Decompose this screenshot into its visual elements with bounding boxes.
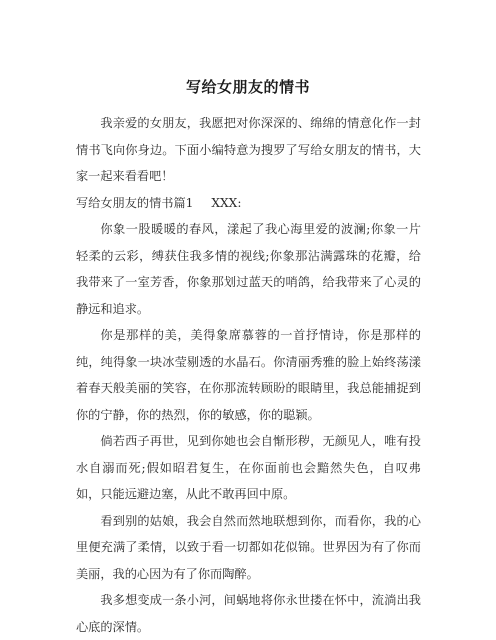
document-body: [76, 110, 421, 640]
body-paragraph: 我多想变成一条小河，间蜗地将你永世搂在怀中，流淌出我心底的深情。: [76, 593, 421, 634]
body-paragraph: 你是那样的美，美得象席慕蓉的一首抒情诗，你是那样的纯，纯得象一块冰莹剔透的水晶石。你清丽秀雅的脸上始终荡漾着春天般美丽的笑容，在你那流转顾盼的眼睛里，我总能捕捉到你的宁静，你的热烈，你的敏感，你的聪颖。: [76, 328, 421, 422]
section-heading: 写给女朋友的情书篇1 XXX:: [76, 195, 242, 210]
document-title: 写给女朋友的情书: [185, 78, 310, 96]
body-paragraph: 倘若西子再世，见到你她也会自惭形秽，无颜见人，唯有投水自溺而死;假如昭君复生，在你面前也会黯然失色，自叹弗如，只能远避边塞，从此不敢再回中原。: [76, 434, 421, 501]
body-paragraph: 你象一股暖暖的春风，漾起了我心海里爱的波澜;你象一片轻柔的云彩，缚获住我多情的视线;你象那沾满露珠的花瓣，给我带来了一室芳香，你象那划过蓝天的哨鸽，给我带来了心灵的静远和追求。: [76, 222, 421, 316]
body-paragraph: 看到别的姑娘，我会自然而然地联想到你，而看你，我的心里便充满了柔情，以致于看一切都如花似锦。世界因为有了你而美丽，我的心因为有了你而陶醉。: [76, 513, 421, 581]
intro-paragraph: 我亲爱的女朋友，我愿把对你深深的、绵绵的情意化作一封情书飞向你身边。下面小编特意为搜罗了写给女朋友的情书，大家一起来看看吧！: [76, 116, 421, 183]
